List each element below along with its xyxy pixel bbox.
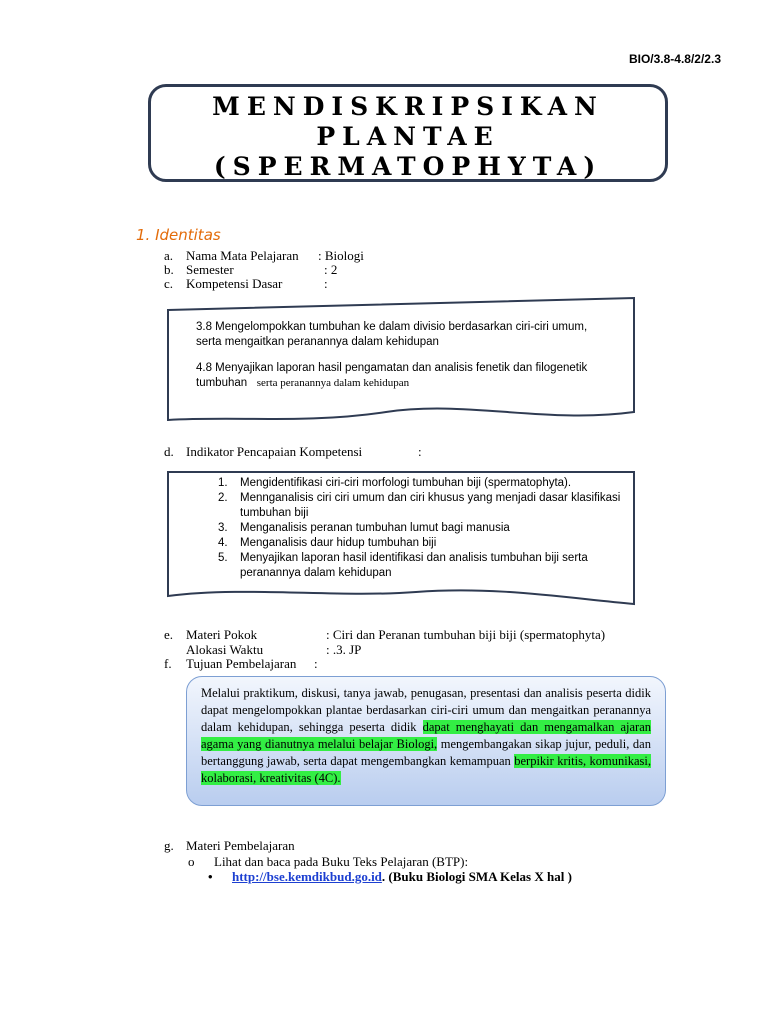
- list-item: 2. Mennganalisis ciri ciri umum dan ciri khusus yang menjadi dasar klasifikasi tumbuhan biji: [218, 492, 621, 519]
- identitas-row-c: c. Kompetensi Dasar :: [164, 276, 328, 291]
- materi-item-btp: o Lihat dan baca pada Buku Teks Pelajaran (BTP):: [188, 854, 469, 869]
- identitas-row-b: b. Semester : 2: [164, 262, 338, 277]
- materi-heading: g. Materi Pembelajaran: [164, 838, 295, 853]
- highlight-4c: berpikir kritis, komunikasi, kolaborasi, kreativitas (4C).: [201, 754, 651, 785]
- kd-4-8: 4.8 Menyajikan laporan hasil pengamatan dan analisis fenetik dan filogenetik tumbuhan serta peranannya dalam kehidupan: [196, 362, 588, 389]
- alokasi-row: Alokasi Waktu : .3. JP: [186, 642, 362, 657]
- circle-bullet-icon: o: [188, 854, 195, 869]
- title-line-1: MENDISKRIPSIKAN: [212, 92, 604, 121]
- materi-item-link: • http://bse.kemdikbud.go.id. (Buku Biologi SMA Kelas X hal ): [208, 869, 572, 884]
- title-box: [148, 84, 668, 182]
- list-item: 4. Menganalisis daur hidup tumbuhan biji: [218, 537, 437, 549]
- bullet-icon: •: [208, 869, 213, 884]
- indikator-list: [218, 476, 648, 581]
- identitas-row-a: a. Nama Mata Pelajaran : Biologi: [164, 248, 364, 263]
- title-line-3: (SPERMATOPHYTA): [213, 152, 603, 181]
- list-item: 3. Menganalisis peranan tumbuhan lumut bagi manusia: [218, 522, 510, 534]
- highlight-agama: dapat menghayati dan mengamalkan ajaran agama yang dianutnya melalui belajar Biologi,: [201, 720, 651, 751]
- title-line-2: PLANTAE: [316, 122, 500, 151]
- indikator-heading: d. Indikator Pencapaian Kompetensi :: [164, 444, 422, 459]
- materi-pokok-row: e. Materi Pokok : Ciri dan Peranan tumbuhan biji biji (spermatophyta): [164, 627, 606, 642]
- document-code: BIO/3.8-4.8/2/2.3: [628, 52, 721, 66]
- section-title: 1. Identitas: [136, 226, 221, 244]
- tujuan-box: Melalui praktikum, diskusi, tanya jawab, penugasan, presentasi dan analisis peserta didik dapat mengelompokkan plantae berdasarkan ciri-ciri umum dan mengaitkan peranannya dalam kehidupan, sehingga peserta didik dapat menghayati dan mengamalkan ajaran agama yang dianutnya melalui belajar Biologi, mengembangakan sikap jujur, peduli, dan bertanggung jawab, serta dapat mengembangkan kemampuan berpikir kritis, komunikasi, kolaborasi, kreativitas (4C).: [186, 676, 666, 806]
- bse-link[interactable]: http://bse.kemdikbud.go.id: [232, 869, 382, 884]
- list-item: 1. Mengidentifikasi ciri-ciri morfologi tumbuhan biji (spermatophyta).: [218, 477, 572, 489]
- kd-3-8: 3.8 Mengelompokkan tumbuhan ke dalam divisio berdasarkan ciri-ciri umum, serta mengaitkan peranannya dalam kehidupan: [196, 321, 588, 348]
- list-item: 5. Menyajikan laporan hasil identifikasi dan analisis tumbuhan biji serta peranannya dalam kehidupan: [218, 552, 588, 579]
- tujuan-heading: f. Tujuan Pembelajaran :: [164, 656, 318, 671]
